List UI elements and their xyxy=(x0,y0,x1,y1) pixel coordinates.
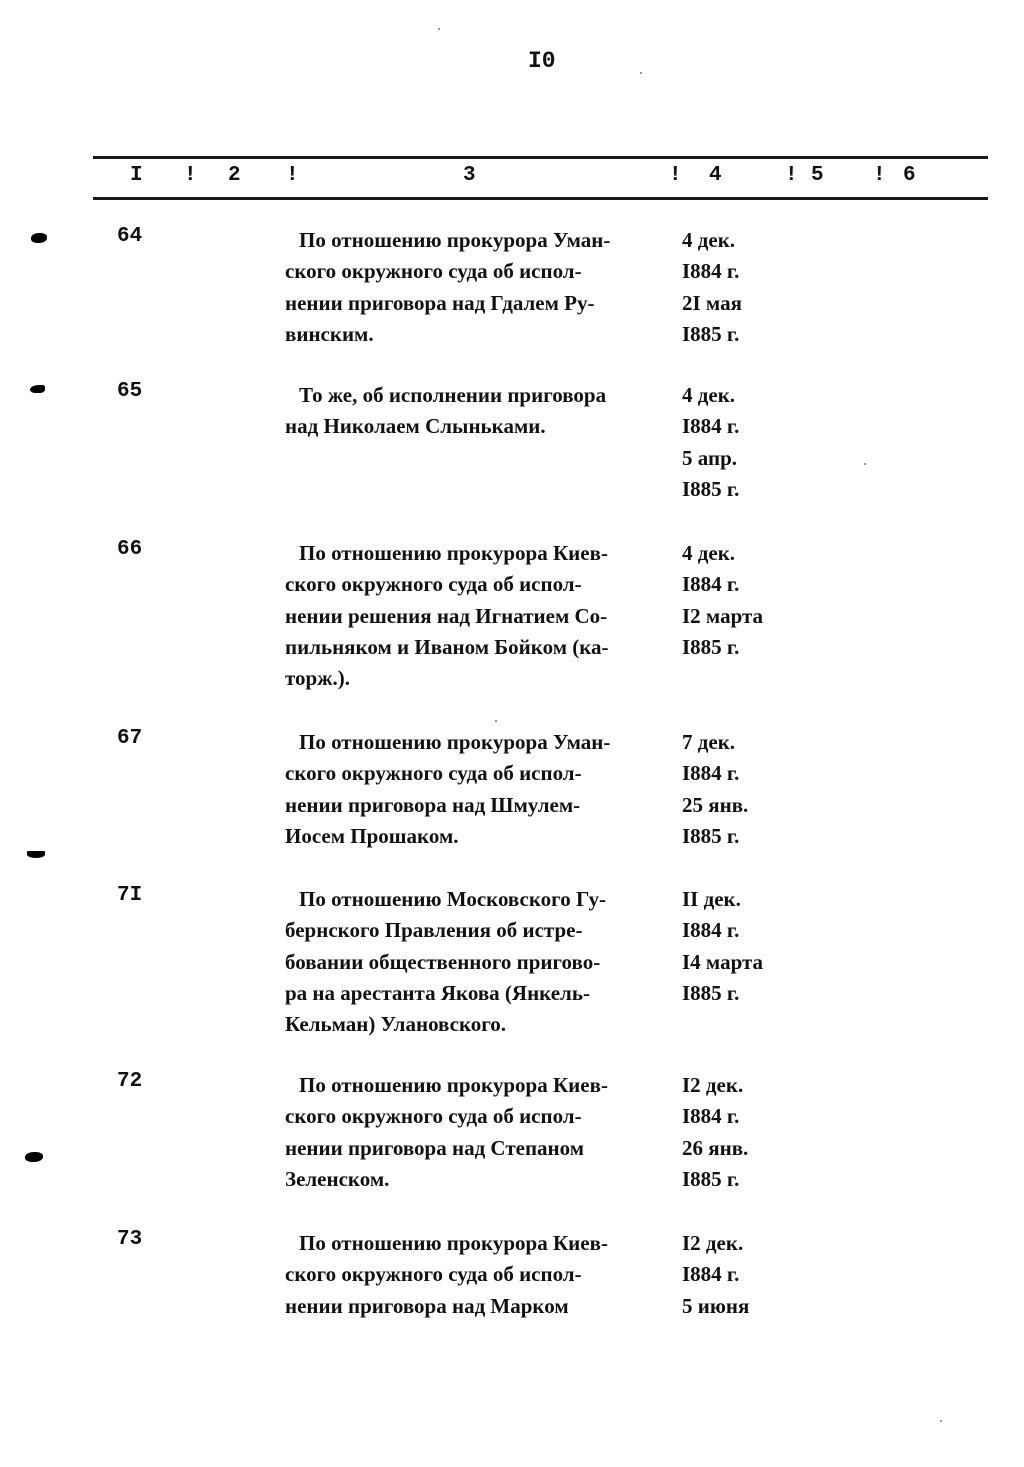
entry-number: 72 xyxy=(117,1070,143,1093)
entry-description xyxy=(285,380,685,443)
entry-description xyxy=(285,1228,685,1322)
description-line: ра на арестанта Якова (Янкель- xyxy=(285,980,590,1005)
date-line: I2 дек. xyxy=(682,1073,744,1097)
date-line: I884 г. xyxy=(682,414,740,439)
entry-number: 65 xyxy=(117,380,143,403)
date-line: I885 г. xyxy=(682,476,740,501)
table-header-bottom-rule xyxy=(93,197,988,200)
table-header-row xyxy=(0,164,1024,192)
date-line: 2I мая xyxy=(682,290,742,315)
column-separator: ! xyxy=(669,164,682,187)
description-line: Иосем Прошаком. xyxy=(285,823,459,848)
date-line: 25 янв. xyxy=(682,792,749,817)
entry-number: 66 xyxy=(117,538,143,561)
date-line: I884 г. xyxy=(682,572,740,597)
description-line: винским. xyxy=(285,321,374,346)
description-line: торж.). xyxy=(285,666,350,691)
date-line: I2 дек. xyxy=(682,1231,744,1255)
column-separator: ! xyxy=(873,164,886,187)
date-line: I885 г. xyxy=(682,1166,740,1191)
description-line: нении приговора над Марком xyxy=(285,1293,569,1318)
date-line: 26 янв. xyxy=(682,1135,749,1160)
punch-hole-mark xyxy=(30,385,45,393)
date-line: I885 г. xyxy=(682,980,740,1005)
description-line: По отношению прокурора Киев- xyxy=(299,541,608,565)
scan-speck xyxy=(438,28,440,30)
description-line: То же, об исполнении приговора xyxy=(299,383,607,407)
date-line: 5 июня xyxy=(682,1293,750,1318)
description-line: Зеленском. xyxy=(285,1166,390,1191)
table-header-top-rule xyxy=(93,156,988,159)
description-line: нении приговора над Степаном xyxy=(285,1135,585,1160)
punch-hole-mark xyxy=(25,1152,43,1162)
entry-description xyxy=(285,884,685,1040)
date-line: I884 г. xyxy=(682,761,740,786)
description-line: ского окружного суда об испол- xyxy=(285,1262,582,1287)
description-line: По отношению Московского Гу- xyxy=(299,887,606,911)
date-line: I4 марта xyxy=(682,949,764,974)
description-line: ского окружного суда об испол- xyxy=(285,259,582,284)
column-separator: ! xyxy=(184,164,197,187)
entry-dates xyxy=(682,380,739,505)
description-line: нении приговора над Гдалем Ру- xyxy=(285,290,595,315)
date-line: I885 г. xyxy=(682,823,740,848)
date-line: 4 дек. xyxy=(682,383,736,407)
description-line: По отношению прокурора Киев- xyxy=(299,1231,608,1255)
description-line: бовании общественного пригово- xyxy=(285,949,601,974)
column-header-2: 2 xyxy=(228,164,241,187)
description-line: По отношению прокурора Уман- xyxy=(299,228,611,252)
column-separator: ! xyxy=(785,164,798,187)
description-line: над Николаем Слыньками. xyxy=(285,414,546,439)
entry-description xyxy=(285,225,685,350)
date-line: 5 апр. xyxy=(682,445,738,470)
date-line: II дек. xyxy=(682,887,741,911)
entry-description xyxy=(285,1070,685,1195)
entry-dates xyxy=(682,884,763,1009)
column-separator: ! xyxy=(286,164,299,187)
description-line: По отношению прокурора Киев- xyxy=(299,1073,608,1097)
column-header-5: 5 xyxy=(811,164,824,187)
description-line: ского окружного суда об испол- xyxy=(285,761,582,786)
description-line: нении приговора над Шмулем- xyxy=(285,792,581,817)
punch-hole-mark xyxy=(31,233,47,243)
entry-description xyxy=(285,538,685,694)
description-line: бернского Правления об истре- xyxy=(285,918,583,943)
entry-number: 7I xyxy=(117,884,143,907)
description-line: По отношению прокурора Уман- xyxy=(299,730,611,754)
description-line: ского окружного суда об испол- xyxy=(285,1104,582,1129)
column-header-4: 4 xyxy=(709,164,722,187)
description-line: пильняком и Иваном Бойком (ка- xyxy=(285,634,609,659)
entry-dates xyxy=(682,225,742,350)
description-line: нении решения над Игнатием Со- xyxy=(285,603,608,628)
description-line: Кельман) Улановского. xyxy=(285,1012,507,1037)
column-header-6: 6 xyxy=(903,164,916,187)
date-line: I884 г. xyxy=(682,918,740,943)
entry-number: 67 xyxy=(117,727,143,750)
scan-speck xyxy=(940,1420,942,1422)
scan-speck xyxy=(864,463,866,465)
entry-dates xyxy=(682,727,748,852)
scan-speck xyxy=(495,720,497,722)
date-line: I2 марта xyxy=(682,603,764,628)
date-line: I884 г. xyxy=(682,1104,740,1129)
entry-number: 64 xyxy=(117,225,143,248)
column-header-1: I xyxy=(130,164,143,187)
date-line: I885 г. xyxy=(682,634,740,659)
entry-dates xyxy=(682,538,763,663)
scan-speck xyxy=(640,72,642,74)
date-line: 7 дек. xyxy=(682,730,736,754)
date-line: 4 дек. xyxy=(682,228,736,252)
date-line: 4 дек. xyxy=(682,541,736,565)
date-line: I885 г. xyxy=(682,321,740,346)
date-line: I884 г. xyxy=(682,1262,740,1287)
punch-hole-mark xyxy=(27,851,45,858)
entry-description xyxy=(285,727,685,852)
entry-dates xyxy=(682,1070,748,1195)
description-line: ского окружного суда об испол- xyxy=(285,572,582,597)
date-line: I884 г. xyxy=(682,259,740,284)
entry-number: 73 xyxy=(117,1228,143,1251)
entry-dates xyxy=(682,1228,749,1322)
column-header-3: 3 xyxy=(463,164,476,187)
page-number: I0 xyxy=(528,48,556,74)
